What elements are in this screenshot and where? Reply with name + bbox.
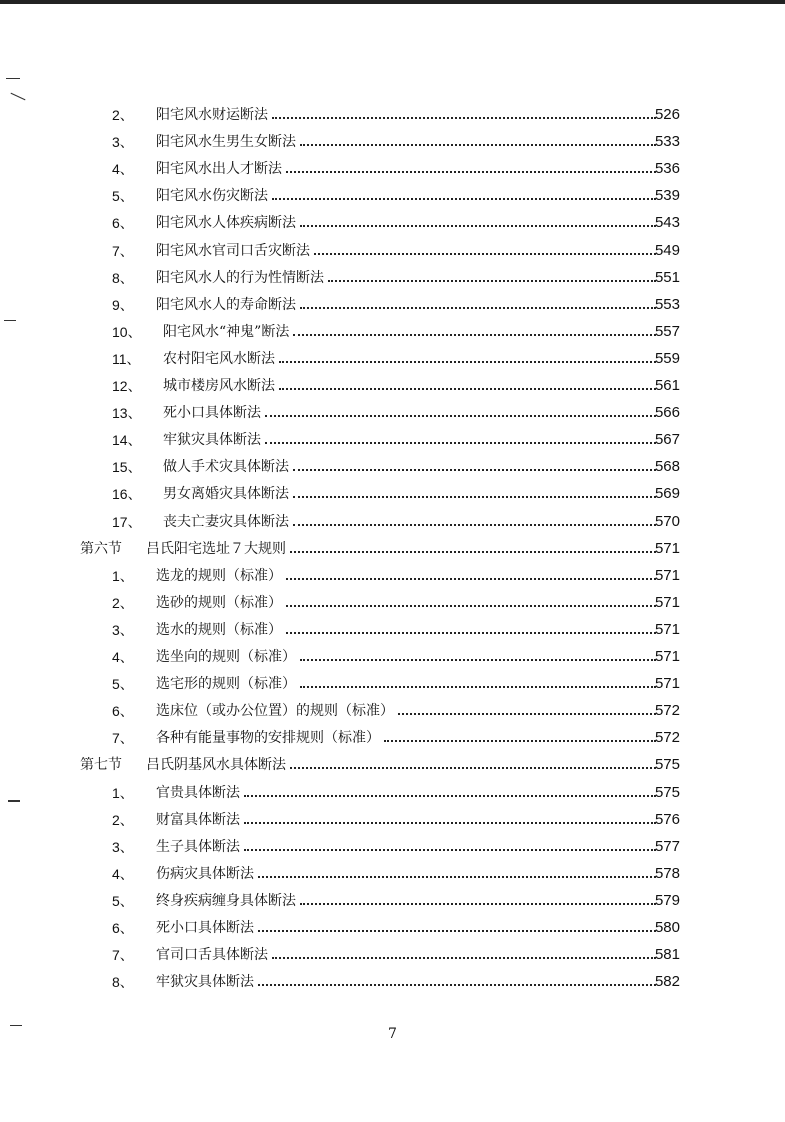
dot-leader	[258, 861, 656, 887]
dot-leader	[265, 400, 656, 426]
entry-number: 1、	[112, 784, 134, 801]
entry-title: 阳宅风水人的寿命断法	[156, 296, 296, 313]
entry-title: 选砂的规则（标准）	[156, 594, 282, 611]
toc-entry[interactable]	[0, 319, 785, 345]
dot-leader	[286, 617, 656, 643]
entry-number: 9、	[112, 296, 134, 313]
dot-leader	[272, 942, 656, 968]
entry-title: 官贵具体断法	[156, 784, 240, 801]
entry-number: 7、	[112, 730, 134, 747]
dot-leader	[293, 481, 656, 507]
entry-page-number: 571	[654, 620, 680, 638]
entry-title: 牢狱灾具体断法	[156, 974, 254, 991]
dot-leader	[300, 292, 656, 318]
entry-page-number: 571	[654, 648, 680, 665]
entry-number: 14、	[112, 432, 142, 449]
entry-number: 7、	[112, 242, 134, 259]
entry-title: 终身疾病缠身具体断法	[156, 892, 296, 909]
entry-page-number: 568	[654, 458, 680, 476]
dot-leader	[244, 807, 656, 833]
entry-page-number: 570	[654, 512, 680, 530]
entry-number: 7、	[112, 947, 134, 964]
entry-page-number: 578	[654, 864, 680, 882]
dot-leader	[293, 509, 656, 535]
toc-entry[interactable]	[0, 156, 785, 182]
entry-page-number: 543	[654, 214, 680, 232]
toc-entry[interactable]	[0, 563, 785, 589]
entry-number: 5、	[112, 188, 134, 205]
toc-entry[interactable]	[0, 942, 785, 968]
entry-title: 农村阳宅风水断法	[163, 350, 275, 367]
toc-entry[interactable]	[0, 129, 785, 155]
entry-number: 3、	[112, 838, 134, 855]
entry-number: 11、	[112, 350, 141, 367]
scan-top-border	[0, 0, 785, 4]
entry-number: 5、	[112, 676, 134, 693]
entry-page-number: 571	[654, 675, 680, 693]
dot-leader	[290, 536, 656, 562]
dot-leader	[300, 671, 656, 697]
entry-page-number: 567	[654, 431, 680, 449]
entry-number: 12、	[112, 378, 142, 394]
entry-number: 4、	[112, 865, 134, 882]
entry-page-number: 575	[654, 783, 680, 801]
toc-entry[interactable]	[0, 292, 785, 318]
entry-title: 丧夫亡妻灾具体断法	[163, 513, 289, 530]
scan-mark	[11, 93, 26, 101]
entry-page-number: 536	[654, 160, 680, 178]
dot-leader	[300, 210, 656, 236]
toc-section-entry[interactable]	[0, 536, 785, 562]
entry-title: 选坐向的规则（标准）	[156, 649, 296, 665]
toc-entry[interactable]	[0, 400, 785, 426]
entry-page-number: 572	[654, 702, 680, 720]
entry-title: 阳宅风水官司口舌灾断法	[156, 242, 310, 259]
toc-entry[interactable]	[0, 644, 785, 670]
dot-leader	[290, 752, 656, 778]
entry-number: 5、	[112, 892, 134, 909]
page-number: 7	[388, 1026, 397, 1042]
dot-leader	[258, 969, 656, 995]
entry-number: 1、	[112, 567, 134, 584]
entry-number: 4、	[112, 649, 134, 665]
entry-page-number: 551	[654, 268, 680, 286]
entry-title: 阳宅风水人体疾病断法	[156, 215, 296, 232]
toc-entry[interactable]	[0, 265, 785, 291]
entry-title: 阳宅风水出人才断法	[156, 161, 282, 178]
entry-title: 官司口舌具体断法	[156, 947, 268, 964]
dot-leader	[314, 238, 656, 264]
entry-number: 2、	[112, 107, 134, 123]
toc-entry[interactable]	[0, 210, 785, 236]
toc-entry[interactable]	[0, 888, 785, 914]
dot-leader	[279, 346, 656, 372]
entry-page-number: 557	[654, 322, 680, 340]
entry-number: 15、	[112, 459, 142, 476]
entry-page-number: 577	[654, 837, 680, 855]
entry-number: 8、	[112, 269, 134, 286]
toc-entry[interactable]	[0, 617, 785, 643]
entry-page-number: 526	[654, 106, 680, 123]
entry-page-number: 553	[654, 295, 680, 313]
entry-number: 2、	[112, 811, 134, 828]
entry-page-number: 579	[654, 891, 680, 909]
dot-leader	[244, 834, 656, 860]
entry-number: 6、	[112, 703, 134, 720]
toc-entry[interactable]	[0, 725, 785, 751]
dot-leader	[293, 319, 656, 345]
toc-entry[interactable]	[0, 238, 785, 264]
entry-page-number: 575	[654, 756, 680, 774]
entry-number: 16、	[112, 486, 142, 503]
entry-page-number: 576	[654, 810, 680, 828]
entry-page-number: 571	[654, 539, 680, 557]
entry-title: 吕氏阳宅选址７大规则	[146, 540, 286, 557]
toc-entry[interactable]	[0, 698, 785, 724]
entry-title: 选龙的规则（标准）	[156, 567, 282, 584]
dot-leader	[286, 563, 656, 589]
toc-entry[interactable]	[0, 969, 785, 995]
entry-title: 吕氏阴基风水具体断法	[146, 757, 286, 774]
toc-entry[interactable]	[0, 780, 785, 806]
toc-entry[interactable]	[0, 590, 785, 616]
toc-entry[interactable]	[0, 861, 785, 887]
entry-page-number: 559	[654, 349, 680, 367]
toc-entry[interactable]	[0, 454, 785, 480]
entry-title: 阳宅风水财运断法	[156, 107, 268, 123]
entry-page-number: 582	[654, 973, 680, 991]
entry-page-number: 561	[654, 377, 680, 394]
scan-mark	[6, 78, 20, 79]
entry-number: 10、	[112, 323, 142, 340]
entry-title: 城市楼房风水断法	[163, 378, 275, 394]
entry-title: 选宅形的规则（标准）	[156, 676, 296, 693]
entry-title: 选床位（或办公位置）的规则（标准）	[156, 703, 394, 720]
entry-number: 13、	[112, 405, 142, 422]
dot-leader	[272, 102, 656, 128]
toc-entry[interactable]	[0, 509, 785, 535]
toc-entry[interactable]	[0, 102, 785, 128]
entry-page-number: 572	[654, 729, 680, 747]
toc-entry[interactable]	[0, 346, 785, 372]
entry-title: 做人手术灾具体断法	[163, 459, 289, 476]
entry-number: 6、	[112, 215, 134, 232]
entry-title: 阳宅风水人的行为性情断法	[156, 269, 324, 286]
entry-page-number: 571	[654, 593, 680, 611]
dot-leader	[328, 265, 656, 291]
entry-title: 男女离婚灾具体断法	[163, 486, 289, 503]
dot-leader	[293, 454, 656, 480]
entry-title: 各种有能量事物的安排规则（标准）	[156, 730, 380, 747]
dot-leader	[258, 915, 656, 941]
toc-entry[interactable]	[0, 183, 785, 209]
toc-section-entry[interactable]	[0, 752, 785, 778]
entry-title: 死小口具体断法	[156, 920, 254, 936]
dot-leader	[279, 373, 656, 399]
entry-title: 牢狱灾具体断法	[163, 432, 261, 449]
entry-number: 4、	[112, 161, 134, 178]
section-label: 第七节	[80, 757, 122, 774]
toc-entry[interactable]	[0, 807, 785, 833]
toc-entry[interactable]	[0, 481, 785, 507]
dot-leader	[272, 183, 656, 209]
dot-leader	[244, 780, 656, 806]
entry-title: 阳宅风水生男生女断法	[156, 134, 296, 151]
entry-title: 生子具体断法	[156, 838, 240, 855]
dot-leader	[286, 156, 656, 182]
entry-page-number: 539	[654, 187, 680, 205]
dot-leader	[384, 725, 656, 751]
dot-leader	[300, 644, 656, 670]
entry-number: 2、	[112, 594, 134, 611]
entry-number: 3、	[112, 621, 134, 638]
entry-title: 伤病灾具体断法	[156, 865, 254, 882]
toc-entry[interactable]	[0, 373, 785, 399]
entry-page-number: 571	[654, 566, 680, 584]
entry-page-number: 549	[654, 241, 680, 259]
entry-number: 6、	[112, 920, 134, 936]
entry-page-number: 566	[654, 404, 680, 422]
dot-leader	[300, 888, 656, 914]
entry-title: 选水的规则（标准）	[156, 621, 282, 638]
toc-entry[interactable]	[0, 427, 785, 453]
entry-page-number: 569	[654, 485, 680, 503]
entry-title: 财富具体断法	[156, 811, 240, 828]
entry-title: 死小口具体断法	[163, 405, 261, 422]
entry-number: 17、	[112, 513, 142, 530]
dot-leader	[398, 698, 656, 724]
entry-title: 阳宅风水“神鬼”断法	[163, 323, 290, 340]
toc-entry[interactable]	[0, 671, 785, 697]
dot-leader	[300, 129, 656, 155]
toc-entry[interactable]	[0, 834, 785, 860]
section-label: 第六节	[80, 540, 122, 557]
entry-page-number: 580	[654, 919, 680, 936]
dot-leader	[265, 427, 656, 453]
entry-number: 3、	[112, 134, 134, 151]
entry-number: 8、	[112, 974, 134, 991]
entry-page-number: 581	[654, 946, 680, 964]
toc-entry[interactable]	[0, 915, 785, 941]
entry-title: 阳宅风水伤灾断法	[156, 188, 268, 205]
entry-page-number: 533	[654, 133, 680, 151]
dot-leader	[286, 590, 656, 616]
